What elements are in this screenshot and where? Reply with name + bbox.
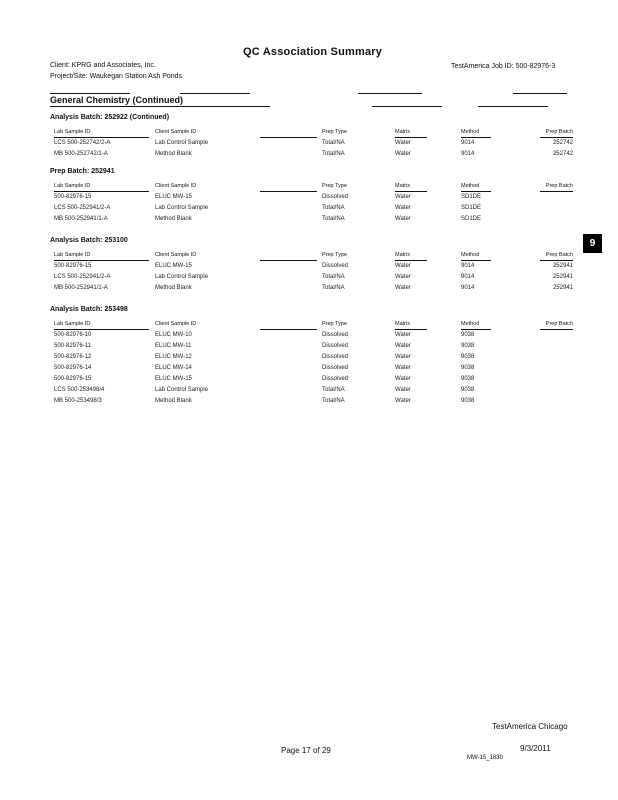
table-cell-method: SD1DE [461, 194, 482, 200]
table-cell-client: Lab Control Sample [155, 205, 209, 211]
table-cell-prep: Total/NA [322, 205, 345, 211]
table-cell-prep: Total/NA [322, 216, 345, 222]
table-cell-matrix: Water [395, 285, 411, 291]
table-cell-matrix: Water [395, 354, 411, 360]
column-header-rule [54, 329, 149, 330]
table-cell-lab: 500-82976-15 [54, 376, 92, 382]
column-header-prep: Prep Type [322, 183, 347, 189]
table-cell-prep: Total/NA [322, 285, 345, 291]
table-cell-matrix: Water [395, 343, 411, 349]
project-site: Project/Site: Waukegan Station Ash Ponds [50, 73, 183, 80]
table-cell-lab: MB 500-252742/1-A [54, 151, 108, 157]
job-id: TestAmerica Job ID: 500-82976-3 [451, 63, 556, 70]
table-cell-method: 9038 [461, 387, 475, 393]
section-title-rule [50, 106, 270, 107]
table-cell-prep: Total/NA [322, 140, 345, 146]
column-header-rule [461, 260, 491, 261]
table-cell-client: Lab Control Sample [155, 140, 209, 146]
section-title: General Chemistry (Continued) [50, 95, 184, 105]
table-cell-client: Method Blank [155, 151, 192, 157]
header-rule [358, 93, 422, 94]
table-cell-lab: 500-82976-15 [54, 194, 92, 200]
column-header-rule [540, 137, 573, 138]
table-cell-prep: Total/NA [322, 398, 345, 404]
header-rule [50, 93, 130, 94]
table-cell-prep: Total/NA [322, 387, 345, 393]
table-cell-matrix: Water [395, 205, 411, 211]
column-header-rule [260, 137, 317, 138]
table-cell-method: 9014 [461, 263, 475, 269]
column-header-rule [461, 329, 491, 330]
table-cell-lab: 500-82976-11 [54, 343, 91, 349]
batch-label: Analysis Batch: 252922 (Continued) [50, 114, 170, 121]
batch-label: Analysis Batch: 253498 [50, 306, 128, 313]
column-header-batch: Prep Batch [545, 129, 573, 135]
column-header-matrix: Matrix [395, 183, 410, 189]
table-cell-prep: Dissolved [322, 354, 349, 360]
table-cell-matrix: Water [395, 263, 411, 269]
column-header-client: Client Sample ID [155, 129, 197, 135]
table-cell-client: Method Blank [155, 216, 192, 222]
table-cell-prep: Dissolved [322, 194, 349, 200]
page-title: QC Association Summary [243, 46, 383, 58]
table-cell-client: ELUC MW-10 [155, 332, 192, 338]
column-header-method: Method [461, 321, 480, 327]
table-cell-lab: LCS 500-253498/4 [54, 387, 105, 393]
table-cell-lab: LCS 500-252742/2-A [54, 140, 111, 146]
table-cell-client: ELUC MW-14 [155, 365, 192, 371]
table-cell-method: 9038 [461, 398, 475, 404]
batch-label: Prep Batch: 252941 [50, 168, 115, 175]
column-header-batch: Prep Batch [545, 183, 573, 189]
column-header-lab: Lab Sample ID [54, 252, 91, 258]
table-cell-method: 9014 [461, 274, 475, 280]
table-cell-matrix: Water [395, 216, 411, 222]
table-cell-client: ELUC MW-12 [155, 354, 192, 360]
table-cell-lab: MB 500-252941/1-A [54, 216, 108, 222]
table-cell-method: 9014 [461, 151, 475, 157]
column-header-rule [260, 260, 317, 261]
table-cell-matrix: Water [395, 194, 411, 200]
table-cell-prep: Dissolved [322, 263, 349, 269]
batch-label: Analysis Batch: 253100 [50, 237, 128, 244]
column-header-rule [54, 260, 149, 261]
column-header-rule [395, 191, 427, 192]
table-cell-batch: 252742 [552, 151, 573, 157]
table-cell-batch: 252941 [552, 263, 573, 269]
column-header-client: Client Sample ID [155, 183, 197, 189]
section-tab-marker: 9 [583, 234, 602, 253]
table-cell-prep: Total/NA [322, 151, 345, 157]
table-cell-lab: 500-82976-10 [54, 332, 92, 338]
table-cell-method: 9038 [461, 332, 475, 338]
column-header-prep: Prep Type [322, 252, 347, 258]
column-header-method: Method [461, 252, 480, 258]
column-header-client: Client Sample ID [155, 321, 197, 327]
column-header-rule [461, 137, 491, 138]
column-header-lab: Lab Sample ID [54, 129, 91, 135]
table-cell-matrix: Water [395, 151, 411, 157]
table-cell-client: Lab Control Sample [155, 274, 209, 280]
header-rule [180, 93, 250, 94]
table-cell-matrix: Water [395, 332, 411, 338]
table-cell-method: 9038 [461, 354, 475, 360]
column-header-method: Method [461, 183, 480, 189]
table-cell-client: Method Blank [155, 398, 192, 404]
table-cell-method: SD1DE [461, 216, 482, 222]
section-rule [478, 106, 548, 107]
table-cell-lab: MB 500-252941/1-A [54, 285, 108, 291]
header-rule [513, 93, 567, 94]
column-header-matrix: Matrix [395, 129, 410, 135]
section-rule [372, 106, 442, 107]
table-cell-client: ELUC MW-15 [155, 376, 192, 382]
table-cell-method: 9038 [461, 343, 475, 349]
table-cell-matrix: Water [395, 376, 411, 382]
footer-code: MW-15_1830 [467, 755, 503, 761]
table-cell-batch: 252941 [552, 274, 573, 280]
client-name: Client: KPRG and Associates, Inc. [50, 62, 156, 69]
column-header-rule [395, 260, 427, 261]
table-cell-method: 9014 [461, 140, 475, 146]
column-header-rule [395, 329, 427, 330]
table-cell-batch: 252742 [552, 140, 573, 146]
table-cell-method: 9014 [461, 285, 475, 291]
table-cell-lab: LCS 500-252941/2-A [54, 274, 111, 280]
column-header-lab: Lab Sample ID [54, 183, 91, 189]
table-cell-matrix: Water [395, 274, 411, 280]
table-cell-client: ELUC MW-15 [155, 263, 192, 269]
footer-company: TestAmerica Chicago [492, 722, 568, 731]
column-header-batch: Prep Batch [545, 321, 573, 327]
table-cell-prep: Dissolved [322, 343, 349, 349]
table-cell-matrix: Water [395, 140, 411, 146]
table-cell-lab: 500-82976-15 [54, 263, 92, 269]
table-cell-prep: Total/NA [322, 274, 345, 280]
column-header-prep: Prep Type [322, 321, 347, 327]
table-cell-lab: LCS 500-252941/2-A [54, 205, 111, 211]
table-cell-client: ELUC MW-15 [155, 194, 192, 200]
column-header-rule [54, 137, 149, 138]
column-header-rule [461, 191, 491, 192]
column-header-rule [54, 191, 149, 192]
column-header-rule [540, 191, 573, 192]
footer-page-number: Page 17 of 29 [281, 746, 331, 755]
table-cell-batch: 252941 [552, 285, 573, 291]
table-cell-matrix: Water [395, 387, 411, 393]
column-header-matrix: Matrix [395, 321, 410, 327]
column-header-lab: Lab Sample ID [54, 321, 91, 327]
table-cell-method: 9038 [461, 376, 475, 382]
column-header-rule [540, 260, 573, 261]
column-header-matrix: Matrix [395, 252, 410, 258]
table-cell-lab: MB 500-253498/3 [54, 398, 102, 404]
column-header-prep: Prep Type [322, 129, 347, 135]
table-cell-lab: 500-82976-14 [54, 365, 92, 371]
column-header-rule [540, 329, 573, 330]
column-header-client: Client Sample ID [155, 252, 197, 258]
table-cell-matrix: Water [395, 398, 411, 404]
table-cell-lab: 500-82976-12 [54, 354, 92, 360]
column-header-method: Method [461, 129, 480, 135]
table-cell-method: 9038 [461, 365, 475, 371]
column-header-rule [395, 137, 427, 138]
column-header-rule [260, 329, 317, 330]
column-header-rule [260, 191, 317, 192]
table-cell-client: Lab Control Sample [155, 387, 209, 393]
table-cell-method: SD1DE [461, 205, 482, 211]
table-cell-client: Method Blank [155, 285, 192, 291]
table-cell-matrix: Water [395, 365, 411, 371]
table-cell-prep: Dissolved [322, 376, 349, 382]
table-cell-prep: Dissolved [322, 365, 349, 371]
footer-date: 9/3/2011 [520, 744, 551, 753]
table-cell-client: ELUC MW-11 [155, 343, 192, 349]
column-header-batch: Prep Batch [545, 252, 573, 258]
table-cell-prep: Dissolved [322, 332, 349, 338]
